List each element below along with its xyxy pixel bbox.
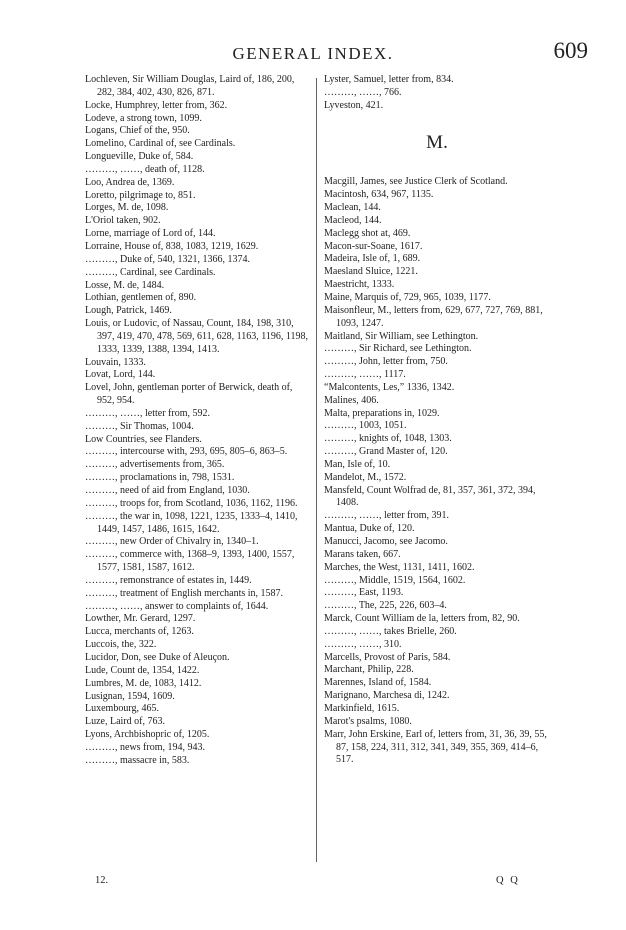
index-entry: Longueville, Duke of, 584. [85, 151, 194, 163]
index-entry: Macon-sur-Soane, 1617. [324, 240, 423, 252]
index-entry: Maestricht, 1333. [324, 279, 395, 291]
index-entry: Macgill, James, see Justice Clerk of Scotland. [324, 176, 508, 188]
index-entries-m [324, 176, 550, 767]
index-entry: ………, massacre in, 583. [85, 754, 190, 766]
index-entry: Low Countries, see Flanders. [85, 433, 202, 445]
index-entry: Locke, Humphrey, letter from, 362. [85, 99, 228, 111]
index-entry: ………, ……, letter from, 592. [85, 407, 210, 419]
index-entry: ………, John, letter from, 750. [324, 356, 448, 368]
index-entry: Lorges, M. de, 1098. [85, 202, 169, 214]
index-entry: Lucidor, Don, see Duke of Aleuçon. [85, 651, 230, 663]
index-entry: Lorraine, House of, 838, 1083, 1219, 1629. [85, 240, 259, 252]
index-entry: ………, ……, 766. [324, 86, 402, 98]
section-heading-m: M. [426, 131, 448, 153]
index-entry: Lowther, Mr. Gerard, 1297. [85, 613, 196, 625]
index-entry: Lough, Patrick, 1469. [85, 305, 172, 317]
index-entry: ………, 1003, 1051. [324, 420, 407, 432]
index-column-left [85, 74, 311, 768]
index-entry: ………, Cardinal, see Cardinals. [85, 266, 216, 278]
index-entry: Lucca, merchants of, 1263. [85, 626, 194, 638]
index-entry: Louis, or Ludovic, of Nassau, Count, 184, 198, 310, 397, 419, 470, 478, 569, 611, 628, 1163, 1196, 1198, 1333, 1339, 1388, 1394, 1413. [85, 318, 309, 355]
index-entry: Markinfield, 1615. [324, 702, 400, 714]
index-entry: ………, need of aid from England, 1030. [85, 485, 250, 496]
index-entry: ………, ……, answer to complaints of, 1644. [85, 600, 269, 612]
index-entry: Malta, preparations in, 1029. [324, 407, 440, 419]
index-entry: Loo, Andrea de, 1369. [85, 176, 175, 188]
index-entry: ………, Middle, 1519, 1564, 1602. [324, 574, 466, 586]
index-entry: Logans, Chief of the, 950. [85, 125, 190, 137]
signature-mark-right: Q Q [496, 875, 520, 886]
index-entry: Lyster, Samuel, letter from, 834. [324, 74, 454, 85]
index-entry: Lovat, Lord, 144. [85, 369, 156, 381]
index-entry: Maisonfleur, M., letters from, 629, 677, 727, 769, 881, 1093, 1247. [324, 304, 543, 329]
index-entry: ………, ……, takes Brielle, 260. [324, 625, 457, 637]
index-entry: Mantua, Duke of, 120. [324, 523, 415, 535]
index-entry: ………, ……, death of, 1128. [85, 163, 205, 175]
index-entry: Malines, 406. [324, 394, 379, 406]
index-column-right [324, 74, 550, 767]
index-entry: Lyveston, 421. [324, 99, 384, 111]
index-entry: Marck, Count William de la, letters from, 82, 90. [324, 613, 520, 625]
index-entry: Loretto, pilgrimage to, 851. [85, 189, 196, 201]
index-entry: Lusignan, 1594, 1609. [85, 690, 175, 702]
index-entry: Losse, M. de, 1484. [85, 279, 165, 291]
index-entry: Maesland Sluice, 1221. [324, 266, 418, 278]
index-entry: ………, Grand Master of, 120. [324, 446, 448, 458]
index-entry: ………, Sir Thomas, 1004. [85, 420, 194, 432]
index-entry: Maclean, 144. [324, 202, 381, 214]
index-entry: Lothian, gentlemen of, 890. [85, 292, 197, 304]
index-entry: Maclegg shot at, 469. [324, 227, 411, 239]
index-entry: Lomelino, Cardinal of, see Cardinals. [85, 138, 236, 150]
index-entry: ………, remonstrance of estates in, 1449. [85, 574, 252, 586]
index-entry: Marennes, Island of, 1584. [324, 677, 432, 689]
index-entry: ………, advertisements from, 365. [85, 459, 225, 471]
index-entry: Lochleven, Sir William Douglas, Laird of, 186, 200, 282, 384, 402, 430, 826, 871. [85, 74, 295, 98]
index-entry: Mandelot, M., 1572. [324, 471, 407, 483]
index-entry: ………, ……, 310. [324, 638, 402, 650]
index-entry: Madeira, Isle of, 1, 689. [324, 253, 421, 265]
column-divider [316, 78, 317, 862]
index-entry: Lorne, marriage of Lord of, 144. [85, 228, 216, 240]
index-entry: Maine, Marquis of, 729, 965, 1039, 1177. [324, 291, 491, 303]
index-entry: ………, troops for, from Scotland, 1036, 1162, 1196. [85, 497, 298, 509]
index-entry: ………, news from, 194, 943. [85, 741, 205, 753]
index-entry: ………, Duke of, 540, 1321, 1366, 1374. [85, 253, 250, 265]
index-entry: ………, The, 225, 226, 603–4. [324, 600, 447, 612]
index-entry: ………, Sir Richard, see Lethington. [324, 343, 472, 355]
index-entry: ………, commerce with, 1368–9, 1393, 1400, 1557, 1577, 1581, 1587, 1612. [85, 549, 295, 574]
index-entry: Luze, Laird of, 763. [85, 716, 165, 728]
signature-mark-left: 12. [95, 875, 109, 886]
index-entry: Marans taken, 667. [324, 548, 401, 560]
index-entry: Lodeve, a strong town, 1099. [85, 112, 202, 124]
index-entry: Man, Isle of, 10. [324, 458, 391, 470]
index-entry: Marot's psalms, 1080. [324, 715, 412, 727]
index-entry: ………, proclamations in, 798, 1531. [85, 472, 235, 484]
index-entry: Marr, John Erskine, Earl of, letters from, 31, 36, 39, 55, 87, 158, 224, 311, 312, 341, 349, 355, 369, 414–6, 517. [324, 728, 547, 766]
index-entry: ………, East, 1193. [324, 587, 404, 599]
index-entry: Lyons, Archbishopric of, 1205. [85, 729, 210, 741]
index-entry: Marchant, Philip, 228. [324, 664, 414, 676]
index-entry: Macleod, 144. [324, 214, 382, 226]
index-entry: Luxembourg, 465. [85, 703, 159, 715]
index-entry: Marignano, Marchesa di, 1242. [324, 690, 450, 702]
index-entry: ………, ……, letter from, 391. [324, 510, 449, 522]
index-entry: Lude, Count de, 1354, 1422. [85, 664, 200, 676]
page-header [0, 38, 626, 68]
index-entry: ………, new Order of Chivalry in, 1340–1. [85, 536, 259, 548]
index-entry: Lumbres, M. de, 1083, 1412. [85, 677, 202, 689]
index-entry: Louvain, 1333. [85, 356, 146, 368]
index-entry: Marches, the West, 1131, 1411, 1602. [324, 561, 475, 573]
index-entry: ………, intercourse with, 293, 695, 805–6, 863–5. [85, 446, 288, 458]
page-number: 609 [553, 38, 588, 63]
index-entry: Mansfeld, Count Wolfrad de, 81, 357, 361, 372, 394, 1408. [324, 484, 536, 509]
index-entries-l-end [324, 74, 550, 113]
index-entry: Maitland, Sir William, see Lethington. [324, 330, 479, 342]
index-entry: L'Oriol taken, 902. [85, 215, 161, 227]
index-entry: Manucci, Jacomo, see Jacomo. [324, 536, 448, 547]
index-entry: ………, ……, 1117. [324, 369, 406, 381]
index-entry: ………, treatment of English merchants in, 1587. [85, 587, 284, 599]
index-entry: “Malcontents, Les,” 1336, 1342. [324, 381, 455, 393]
index-entry: Luccois, the, 322. [85, 639, 157, 651]
index-entry: Marcells, Provost of Paris, 584. [324, 651, 451, 663]
index-entry: Lovel, John, gentleman porter of Berwick, death of, 952, 954. [85, 382, 293, 407]
index-entry: ………, knights of, 1048, 1303. [324, 433, 452, 445]
running-title: GENERAL INDEX. [232, 44, 394, 63]
index-entry: ………, the war in, 1098, 1221, 1235, 1333–4, 1410, 1449, 1457, 1486, 1615, 1642. [85, 510, 298, 535]
index-entry: Macintosh, 634, 967, 1135. [324, 189, 434, 201]
